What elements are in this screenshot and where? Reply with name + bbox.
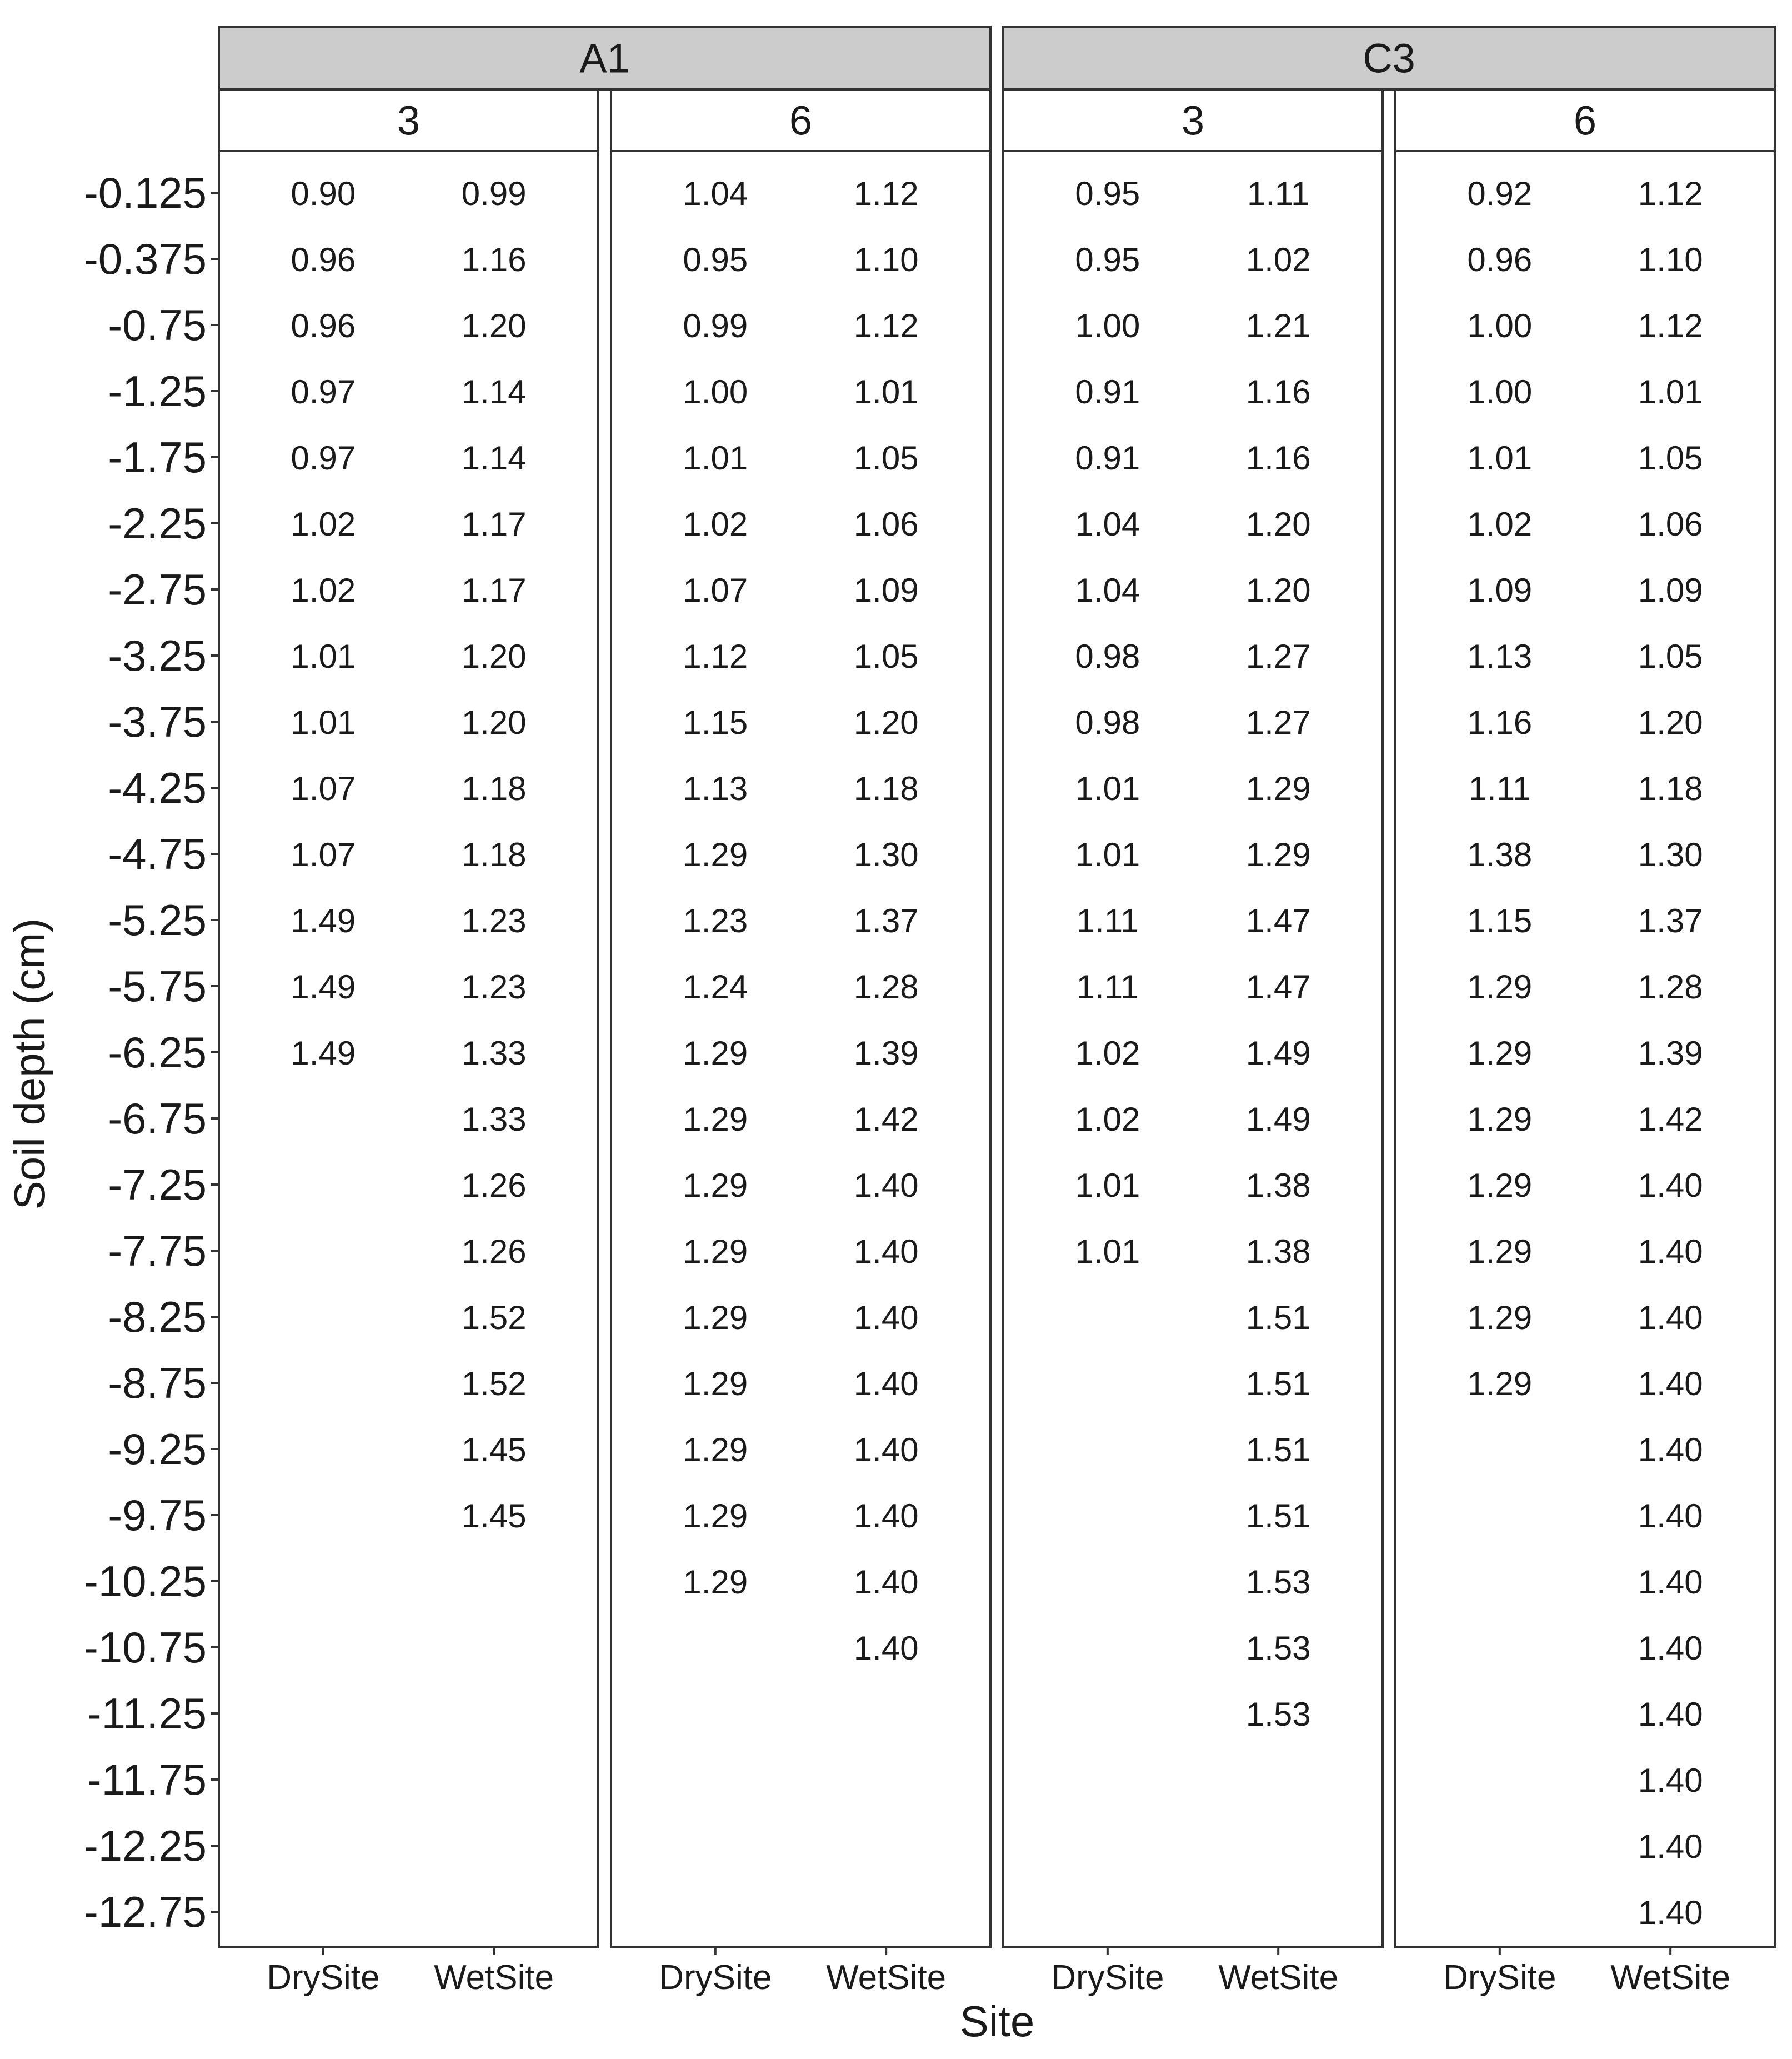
y-tick-label: -3.75 [108, 697, 207, 746]
strip-top-label: C3 [1363, 35, 1415, 82]
cell-value: 1.51 [1245, 1299, 1311, 1336]
y-tick-label: -10.25 [83, 1557, 207, 1606]
cell-value: 1.51 [1245, 1497, 1311, 1535]
cell-value: 1.10 [853, 241, 919, 278]
x-tick-label: WetSite [1218, 1958, 1339, 1997]
cell-value: 1.29 [1245, 836, 1311, 873]
x-tick-label: WetSite [434, 1958, 554, 1997]
cell-value: 1.18 [461, 770, 527, 807]
cell-value: 1.12 [853, 175, 919, 212]
panel-c3-3 [1003, 151, 1383, 1947]
cell-value: 1.02 [1245, 241, 1311, 278]
cell-value: 1.02 [1075, 1101, 1140, 1138]
cell-value: 1.28 [853, 968, 919, 1006]
cell-value: 1.02 [683, 506, 748, 543]
x-tick-label: WetSite [1610, 1958, 1731, 1997]
cell-value: 1.24 [683, 968, 748, 1006]
cell-value: 1.11 [1247, 175, 1310, 212]
cell-value: 1.00 [683, 373, 748, 411]
cell-value: 1.40 [1638, 1431, 1703, 1468]
cell-value: 1.29 [683, 1233, 748, 1270]
cell-value: 1.23 [461, 902, 527, 939]
cell-value: 1.18 [853, 770, 919, 807]
cell-value: 1.53 [1245, 1563, 1311, 1601]
cell-value: 1.38 [1245, 1233, 1311, 1270]
cell-value: 1.12 [683, 638, 748, 675]
cell-value: 1.40 [1638, 1563, 1703, 1601]
cell-value: 1.01 [1075, 1167, 1140, 1204]
cell-value: 0.96 [291, 307, 356, 344]
panel-a1-3 [219, 151, 598, 1947]
cell-value: 1.01 [1075, 1233, 1140, 1270]
cell-value: 1.26 [461, 1233, 527, 1270]
cell-value: 1.33 [461, 1035, 527, 1072]
y-tick-label: -12.75 [83, 1887, 207, 1936]
cell-value: 1.30 [853, 836, 919, 873]
cell-value: 1.05 [853, 638, 919, 675]
y-tick-label: -9.75 [108, 1491, 207, 1540]
cell-value: 1.11 [1468, 770, 1531, 807]
y-tick-label: -2.25 [108, 499, 207, 548]
cell-value: 1.17 [461, 506, 527, 543]
x-tick-label: DrySite [1443, 1958, 1556, 1997]
cell-value: 0.96 [1467, 241, 1533, 278]
cell-value: 1.52 [461, 1299, 527, 1336]
cell-value: 0.95 [1075, 241, 1140, 278]
cell-value: 1.27 [1245, 704, 1311, 741]
cell-value: 1.40 [1638, 1233, 1703, 1270]
y-tick-label: -3.25 [108, 631, 207, 680]
cell-value: 0.99 [683, 307, 748, 344]
cell-value: 1.29 [683, 1101, 748, 1138]
cell-value: 1.29 [683, 1365, 748, 1402]
y-tick-label: -8.25 [108, 1292, 207, 1341]
cell-value: 1.40 [1638, 1299, 1703, 1336]
cell-value: 1.09 [1638, 572, 1703, 609]
cell-value: 1.01 [1467, 439, 1533, 477]
y-tick-label: -4.25 [108, 763, 207, 812]
cell-value: 1.12 [1638, 307, 1703, 344]
cell-value: 1.01 [853, 373, 919, 411]
y-tick-label: -4.75 [108, 829, 207, 878]
cell-value: 1.23 [461, 968, 527, 1006]
cell-value: 1.29 [683, 1299, 748, 1336]
cell-value: 1.14 [461, 439, 527, 477]
cell-value: 1.20 [461, 307, 527, 344]
strip-sub-label: 3 [397, 97, 421, 144]
cell-value: 1.33 [461, 1101, 527, 1138]
cell-value: 1.12 [853, 307, 919, 344]
cell-value: 1.49 [291, 968, 356, 1006]
cell-value: 1.40 [853, 1431, 919, 1468]
cell-value: 1.20 [1638, 704, 1703, 741]
cell-value: 1.40 [1638, 1762, 1703, 1799]
cell-value: 1.23 [683, 902, 748, 939]
y-tick-label: -8.75 [108, 1358, 207, 1407]
cell-value: 1.40 [853, 1497, 919, 1535]
cell-value: 1.01 [1075, 770, 1140, 807]
cell-value: 1.05 [1638, 439, 1703, 477]
cell-value: 1.01 [1638, 373, 1703, 411]
cell-value: 1.16 [461, 241, 527, 278]
cell-value: 1.40 [853, 1299, 919, 1336]
y-tick-label: -11.25 [87, 1689, 207, 1738]
cell-value: 1.29 [1467, 1035, 1533, 1072]
cell-value: 0.97 [291, 373, 356, 411]
y-tick-label: -9.25 [108, 1425, 207, 1473]
cell-value: 0.98 [1075, 638, 1140, 675]
cell-value: 1.37 [1638, 902, 1703, 939]
cell-value: 1.40 [1638, 1365, 1703, 1402]
cell-value: 1.02 [291, 572, 356, 609]
y-tick-label: -1.75 [108, 433, 207, 482]
cell-value: 1.49 [1245, 1101, 1311, 1138]
cell-value: 0.95 [1075, 175, 1140, 212]
y-tick-label: -2.75 [108, 565, 207, 614]
cell-value: 1.07 [291, 770, 356, 807]
cell-value: 1.04 [1075, 506, 1140, 543]
cell-value: 1.28 [1638, 968, 1703, 1006]
cell-value: 1.47 [1245, 968, 1311, 1006]
cell-value: 1.11 [1076, 968, 1139, 1006]
cell-value: 1.42 [853, 1101, 919, 1138]
cell-value: 1.29 [683, 1497, 748, 1535]
cell-value: 1.40 [1638, 1497, 1703, 1535]
y-tick-label: -7.75 [108, 1226, 207, 1275]
cell-value: 1.38 [1245, 1167, 1311, 1204]
cell-value: 1.26 [461, 1167, 527, 1204]
cell-value: 1.42 [1638, 1101, 1703, 1138]
cell-value: 1.29 [1467, 1365, 1533, 1402]
cell-value: 1.40 [853, 1630, 919, 1667]
y-tick-label: -5.25 [108, 896, 207, 944]
cell-value: 1.29 [683, 1035, 748, 1072]
cell-value: 1.45 [461, 1497, 527, 1535]
cell-value: 0.91 [1075, 373, 1140, 411]
cell-value: 1.09 [853, 572, 919, 609]
panel-frame [611, 151, 990, 1947]
panel-frame [1395, 151, 1775, 1947]
y-tick-label: -7.25 [108, 1160, 207, 1209]
cell-value: 1.39 [1638, 1035, 1703, 1072]
cell-value: 1.29 [683, 836, 748, 873]
panel-frame [219, 151, 598, 1947]
cell-value: 1.40 [853, 1233, 919, 1270]
cell-value: 1.39 [853, 1035, 919, 1072]
y-tick-label: -12.25 [83, 1821, 207, 1870]
facet-strips [219, 27, 1775, 151]
cell-value: 1.40 [1638, 1167, 1703, 1204]
panel-a1-6 [611, 151, 990, 1947]
cell-value: 1.02 [1075, 1035, 1140, 1072]
cell-value: 1.21 [1245, 307, 1311, 344]
cell-value: 1.00 [1467, 307, 1533, 344]
cell-value: 1.38 [1467, 836, 1533, 873]
cell-value: 1.40 [1638, 1630, 1703, 1667]
y-tick-label: -6.75 [108, 1094, 207, 1143]
cell-value: 1.07 [683, 572, 748, 609]
cell-value: 1.18 [1638, 770, 1703, 807]
cell-value: 1.20 [1245, 572, 1311, 609]
x-tick-label: DrySite [267, 1958, 380, 1997]
cell-value: 1.01 [291, 704, 356, 741]
y-tick-label: -10.75 [83, 1623, 207, 1672]
cell-value: 1.49 [291, 1035, 356, 1072]
cell-value: 1.49 [291, 902, 356, 939]
cell-value: 1.27 [1245, 638, 1311, 675]
cell-value: 1.09 [1467, 572, 1533, 609]
cell-value: 1.00 [1467, 373, 1533, 411]
cell-value: 1.40 [853, 1563, 919, 1601]
cell-value: 1.01 [291, 638, 356, 675]
cell-value: 1.40 [1638, 1894, 1703, 1931]
cell-value: 1.13 [683, 770, 748, 807]
cell-value: 1.16 [1245, 373, 1311, 411]
cell-value: 1.16 [1245, 439, 1311, 477]
cell-value: 1.20 [1245, 506, 1311, 543]
cell-value: 1.06 [1638, 506, 1703, 543]
strip-sub-label: 6 [1573, 97, 1597, 144]
cell-value: 0.98 [1075, 704, 1140, 741]
x-axis [267, 1947, 1730, 1997]
cell-value: 1.47 [1245, 902, 1311, 939]
cell-value: 1.02 [1467, 506, 1533, 543]
cell-value: 1.29 [1467, 1101, 1533, 1138]
cell-value: 1.05 [853, 439, 919, 477]
strip-sub-label: 3 [1181, 97, 1205, 144]
cell-value: 1.53 [1245, 1630, 1311, 1667]
x-tick-label: WetSite [826, 1958, 947, 1997]
cell-value: 1.15 [683, 704, 748, 741]
cell-value: 1.01 [683, 439, 748, 477]
panel-c3-6 [1395, 151, 1775, 1947]
cell-value: 0.92 [1467, 175, 1533, 212]
cell-value: 1.45 [461, 1431, 527, 1468]
cell-value: 1.16 [1467, 704, 1533, 741]
cell-value: 1.40 [853, 1167, 919, 1204]
cell-value: 1.49 [1245, 1035, 1311, 1072]
cell-value: 1.29 [1467, 1167, 1533, 1204]
cell-value: 1.04 [683, 175, 748, 212]
cell-value: 1.37 [853, 902, 919, 939]
cell-value: 0.91 [1075, 439, 1140, 477]
cell-value: 1.02 [291, 506, 356, 543]
cell-value: 1.20 [461, 704, 527, 741]
cell-value: 1.17 [461, 572, 527, 609]
y-tick-label: -6.25 [108, 1028, 207, 1077]
cell-value: 1.51 [1245, 1365, 1311, 1402]
cell-value: 1.30 [1638, 836, 1703, 873]
cell-value: 1.15 [1467, 902, 1533, 939]
strip-top-label: A1 [579, 35, 630, 82]
cell-value: 1.04 [1075, 572, 1140, 609]
cell-value: 0.99 [461, 175, 527, 212]
y-tick-label: -11.75 [87, 1755, 207, 1804]
y-axis-title: Soil depth (cm) [5, 918, 54, 1210]
cell-value: 1.01 [1075, 836, 1140, 873]
facet-panels [219, 151, 1775, 1947]
cell-value: 1.29 [1245, 770, 1311, 807]
x-tick-label: DrySite [1051, 1958, 1164, 1997]
cell-value: 1.52 [461, 1365, 527, 1402]
cell-value: 1.06 [853, 506, 919, 543]
cell-value: 1.29 [1467, 1233, 1533, 1270]
cell-value: 1.29 [1467, 968, 1533, 1006]
cell-value: 1.29 [1467, 1299, 1533, 1336]
cell-value: 0.90 [291, 175, 356, 212]
cell-value: 1.13 [1467, 638, 1533, 675]
y-tick-label: -1.25 [108, 367, 207, 416]
y-tick-label: -0.375 [83, 234, 207, 283]
cell-value: 1.12 [1638, 175, 1703, 212]
cell-value: 1.29 [683, 1431, 748, 1468]
cell-value: 1.10 [1638, 241, 1703, 278]
cell-value: 1.20 [853, 704, 919, 741]
cell-value: 1.29 [683, 1563, 748, 1601]
panel-frame [1003, 151, 1383, 1947]
x-tick-label: DrySite [659, 1958, 772, 1997]
cell-value: 1.18 [461, 836, 527, 873]
cell-value: 1.11 [1076, 902, 1139, 939]
cell-value: 0.97 [291, 439, 356, 477]
cell-value: 1.51 [1245, 1431, 1311, 1468]
cell-value: 0.96 [291, 241, 356, 278]
y-tick-label: -5.75 [108, 962, 207, 1011]
cell-value: 1.07 [291, 836, 356, 873]
cell-value: 1.53 [1245, 1696, 1311, 1733]
y-axis [84, 168, 219, 1936]
y-tick-label: -0.75 [108, 301, 207, 349]
x-axis-title: Site [959, 1997, 1035, 2046]
cell-value: 1.20 [461, 638, 527, 675]
cell-value: 1.00 [1075, 307, 1140, 344]
y-tick-label: -0.125 [83, 168, 207, 217]
cell-value: 0.95 [683, 241, 748, 278]
cell-value: 1.29 [683, 1167, 748, 1204]
cell-value: 1.40 [1638, 1828, 1703, 1865]
cell-value: 1.40 [1638, 1696, 1703, 1733]
cell-value: 1.05 [1638, 638, 1703, 675]
cell-value: 1.14 [461, 373, 527, 411]
cell-value: 1.40 [853, 1365, 919, 1402]
strip-sub-label: 6 [789, 97, 813, 144]
